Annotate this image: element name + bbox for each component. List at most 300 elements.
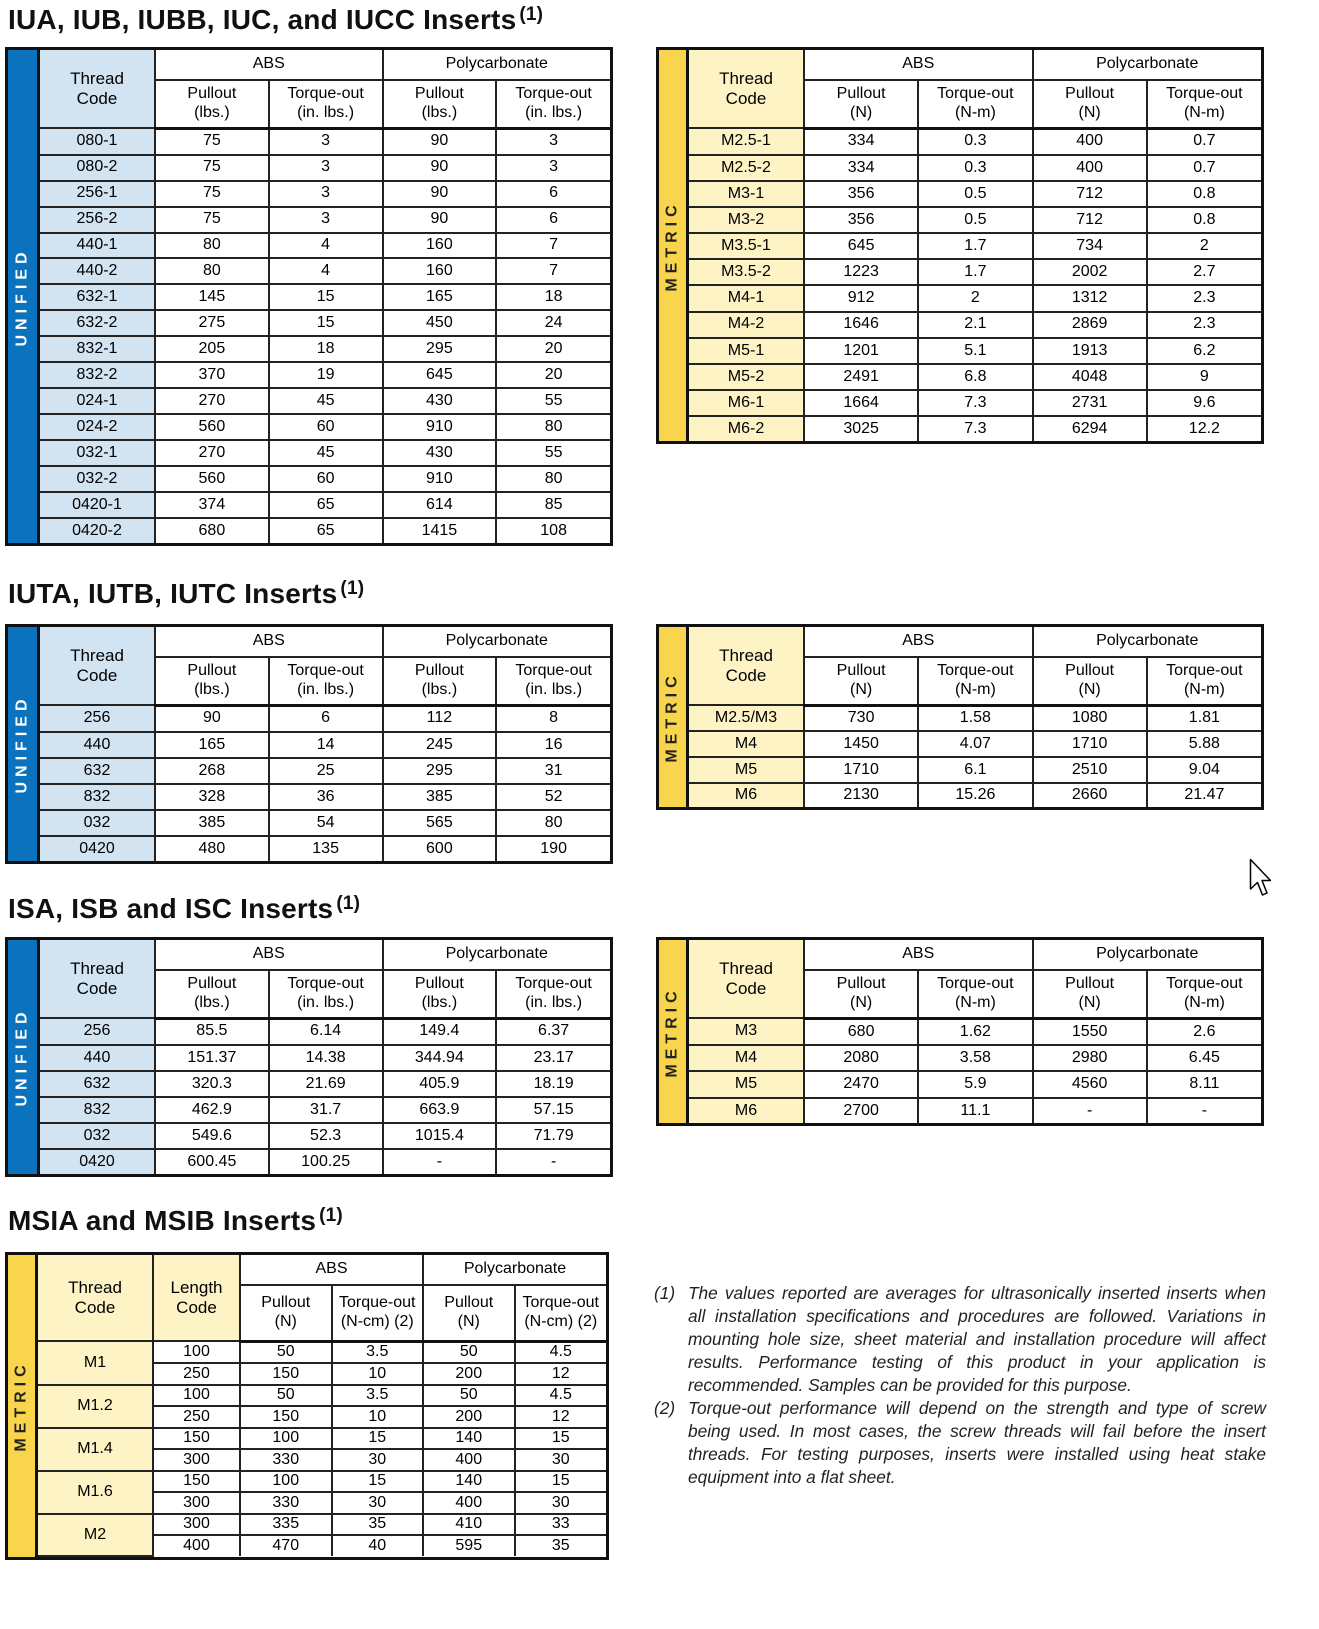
table-row xyxy=(689,233,1261,259)
table-row xyxy=(40,518,610,543)
value-cell: 150 xyxy=(240,1406,332,1428)
thread-code-cell: M4 xyxy=(689,731,804,757)
value-cell: 40 xyxy=(332,1535,424,1556)
torque-header: Torque-out (in. lbs.) xyxy=(496,657,610,705)
data-table xyxy=(38,1255,606,1557)
value-cell: 1415 xyxy=(383,518,497,543)
value-cell: 2 xyxy=(918,285,1032,311)
value-cell: 2.3 xyxy=(1147,312,1261,338)
value-cell: 3025 xyxy=(804,416,918,441)
value-cell: 3 xyxy=(496,155,610,181)
data-table xyxy=(689,940,1261,1123)
value-cell: 80 xyxy=(155,233,269,259)
pullout-header: Pullout (N) xyxy=(804,970,918,1018)
value-cell: 6 xyxy=(269,705,383,732)
value-cell: 0.7 xyxy=(1147,155,1261,181)
value-cell: 100 xyxy=(240,1471,332,1493)
value-cell: 30 xyxy=(515,1449,607,1471)
value-cell: 80 xyxy=(496,466,610,492)
value-cell: 560 xyxy=(155,466,269,492)
table-row xyxy=(40,440,610,466)
value-cell: 7.3 xyxy=(918,416,1032,441)
polycarbonate-header: Polycarbonate xyxy=(423,1255,606,1285)
value-cell: 4 xyxy=(269,233,383,259)
value-cell: 35 xyxy=(332,1514,424,1536)
table-row xyxy=(689,181,1261,207)
value-cell: 0.3 xyxy=(918,155,1032,181)
thread-code-cell: 256-2 xyxy=(40,207,155,233)
table-row xyxy=(40,310,610,336)
value-cell: 12 xyxy=(515,1406,607,1428)
polycarbonate-header: Polycarbonate xyxy=(1033,50,1262,80)
value-cell: 400 xyxy=(423,1492,515,1514)
value-cell: 45 xyxy=(269,440,383,466)
value-cell: 1450 xyxy=(804,731,918,757)
length-code-cell: 100 xyxy=(153,1385,240,1407)
iuta-unified-table xyxy=(5,624,613,864)
value-cell: 2.7 xyxy=(1147,259,1261,285)
value-cell: 21.69 xyxy=(269,1071,383,1097)
torque-header: Torque-out (N-m) xyxy=(918,80,1032,128)
section-title-isa xyxy=(8,893,360,925)
footnote-ref: (1) xyxy=(319,1205,343,1226)
value-cell: 320.3 xyxy=(155,1071,269,1097)
table-row xyxy=(40,732,610,758)
table-row xyxy=(40,128,610,155)
pullout-header: Pullout (N) xyxy=(1033,970,1147,1018)
value-cell: 60 xyxy=(269,414,383,440)
value-cell: 45 xyxy=(269,388,383,414)
section-title-text: ISA, ISB and ISC Inserts xyxy=(8,893,334,924)
thread-code-cell: 256 xyxy=(40,1018,155,1045)
value-cell: 90 xyxy=(383,207,497,233)
torque-header: Torque-out (in. lbs.) xyxy=(496,970,610,1018)
abs-header: ABS xyxy=(804,50,1033,80)
length-code-cell: 150 xyxy=(153,1428,240,1450)
value-cell: 149.4 xyxy=(383,1018,497,1045)
polycarbonate-header: Polycarbonate xyxy=(383,50,611,80)
value-cell: - xyxy=(1147,1098,1261,1123)
value-cell: 3 xyxy=(269,181,383,207)
value-cell: 0.5 xyxy=(918,207,1032,233)
thread-code-cell: M5-1 xyxy=(689,338,804,364)
mouse-pointer-icon xyxy=(1249,858,1271,898)
section-title-text: MSIA and MSIB Inserts xyxy=(8,1205,317,1236)
thread-code-cell: 632-1 xyxy=(40,284,155,310)
value-cell: 85 xyxy=(496,492,610,518)
value-cell: 3.5 xyxy=(332,1385,424,1407)
metric-band xyxy=(659,940,689,1123)
value-cell: 470 xyxy=(240,1535,332,1556)
table-row xyxy=(689,259,1261,285)
thread-code-cell: 256 xyxy=(40,705,155,732)
footnote-number: (2) xyxy=(654,1398,676,1418)
value-cell: 0.5 xyxy=(918,181,1032,207)
value-cell: 1.81 xyxy=(1147,705,1261,731)
table-row xyxy=(689,364,1261,390)
value-cell: 15 xyxy=(515,1428,607,1450)
table-row xyxy=(689,705,1261,731)
value-cell: 1201 xyxy=(804,338,918,364)
table-row xyxy=(689,128,1261,155)
iua-metric-table xyxy=(656,47,1264,444)
torque-header: Torque-out (N-m) xyxy=(1147,970,1261,1018)
value-cell: 80 xyxy=(155,258,269,284)
value-cell: 12.2 xyxy=(1147,416,1261,441)
value-cell: 4.07 xyxy=(918,731,1032,757)
value-cell: 23.17 xyxy=(496,1045,610,1071)
msia-metric-table xyxy=(5,1252,609,1560)
table-row xyxy=(689,783,1261,807)
value-cell: 334 xyxy=(804,128,918,155)
value-cell: 14 xyxy=(269,732,383,758)
isa-unified-table xyxy=(5,937,613,1177)
polycarbonate-header: Polycarbonate xyxy=(1033,940,1262,970)
table-body xyxy=(40,705,610,861)
table-row xyxy=(38,1428,606,1450)
torque-header: Torque-out (in. lbs.) xyxy=(269,657,383,705)
value-cell: 1550 xyxy=(1033,1018,1147,1045)
data-table xyxy=(40,627,610,861)
table-row xyxy=(40,414,610,440)
table-row xyxy=(689,312,1261,338)
metric-band-label: METRIC xyxy=(663,671,681,763)
value-cell: 25 xyxy=(269,758,383,784)
value-cell: 7 xyxy=(496,258,610,284)
table-row xyxy=(689,416,1261,441)
thread-code-cell: 0420-2 xyxy=(40,518,155,543)
value-cell: 52.3 xyxy=(269,1123,383,1149)
value-cell: - xyxy=(496,1149,610,1174)
value-cell: 200 xyxy=(423,1363,515,1385)
thread-code-cell: M3.5-2 xyxy=(689,259,804,285)
value-cell: 30 xyxy=(515,1492,607,1514)
value-cell: 16 xyxy=(496,732,610,758)
value-cell: 140 xyxy=(423,1471,515,1493)
value-cell: 268 xyxy=(155,758,269,784)
value-cell: 20 xyxy=(496,336,610,362)
value-cell: 31.7 xyxy=(269,1097,383,1123)
abs-header: ABS xyxy=(804,940,1033,970)
value-cell: 2660 xyxy=(1033,783,1147,807)
thread-code-cell: M6 xyxy=(689,1098,804,1123)
value-cell: 549.6 xyxy=(155,1123,269,1149)
pullout-header: Pullout (lbs.) xyxy=(383,80,497,128)
value-cell: 450 xyxy=(383,310,497,336)
section-title-text: IUTA, IUTB, IUTC Inserts xyxy=(8,578,338,609)
value-cell: 15.26 xyxy=(918,783,1032,807)
unified-band-label: UNIFIED xyxy=(13,1007,31,1107)
table-header xyxy=(40,627,610,705)
value-cell: 6.14 xyxy=(269,1018,383,1045)
thread-code-cell: M6-2 xyxy=(689,416,804,441)
footnote-text: The values reported are averages for ultrasonically inserted inserts when all installation specifications and procedures are followed. Variations in mounting hole size, sheet material and installation procedure will affect results. Performance testing of this product in your application is recommended. Samples can be provided for this purpose. xyxy=(688,1283,1266,1395)
thread-code-cell: 0420 xyxy=(40,1149,155,1174)
value-cell: 680 xyxy=(155,518,269,543)
value-cell: 60 xyxy=(269,466,383,492)
value-cell: 3.5 xyxy=(332,1341,424,1363)
value-cell: 560 xyxy=(155,414,269,440)
table-row xyxy=(689,1045,1261,1071)
value-cell: 385 xyxy=(383,784,497,810)
value-cell: 334 xyxy=(804,155,918,181)
value-cell: 190 xyxy=(496,836,610,861)
thread-code-cell: 632-2 xyxy=(40,310,155,336)
value-cell: 335 xyxy=(240,1514,332,1536)
value-cell: 6294 xyxy=(1033,416,1147,441)
value-cell: 330 xyxy=(240,1492,332,1514)
value-cell: 2130 xyxy=(804,783,918,807)
value-cell: 712 xyxy=(1033,207,1147,233)
thread-code-cell: 440-2 xyxy=(40,258,155,284)
value-cell: 3 xyxy=(496,128,610,155)
table-row xyxy=(40,810,610,836)
thread-code-cell: 832-1 xyxy=(40,336,155,362)
value-cell: 1.58 xyxy=(918,705,1032,731)
value-cell: 912 xyxy=(804,285,918,311)
torque-header: Torque-out (N-m) xyxy=(918,657,1032,705)
footnote-ref: (1) xyxy=(519,4,544,25)
value-cell: 160 xyxy=(383,258,497,284)
table-header xyxy=(689,50,1261,128)
value-cell: 15 xyxy=(332,1428,424,1450)
value-cell: 18 xyxy=(269,336,383,362)
pullout-header: Pullout (lbs.) xyxy=(383,657,497,705)
value-cell: 50 xyxy=(240,1341,332,1363)
pullout-header: Pullout (lbs.) xyxy=(155,657,269,705)
torque-header: Torque-out (N-m) xyxy=(1147,657,1261,705)
value-cell: 400 xyxy=(1033,128,1147,155)
value-cell: 10 xyxy=(332,1406,424,1428)
value-cell: 6 xyxy=(496,181,610,207)
torque-header: Torque-out (N-m) xyxy=(1147,80,1261,128)
torque-header: Torque-out (N-cm) (2) xyxy=(332,1285,424,1341)
thread-code-cell: M5 xyxy=(689,1071,804,1097)
thread-code-cell: M4-1 xyxy=(689,285,804,311)
thread-code-cell: M3 xyxy=(689,1018,804,1045)
value-cell: 734 xyxy=(1033,233,1147,259)
table-row xyxy=(40,466,610,492)
table-row xyxy=(689,1098,1261,1123)
value-cell: 2002 xyxy=(1033,259,1147,285)
section-title-text: IUA, IUB, IUBB, IUC, and IUCC Inserts xyxy=(8,4,517,35)
value-cell: 5.88 xyxy=(1147,731,1261,757)
length-code-cell: 250 xyxy=(153,1406,240,1428)
value-cell: 50 xyxy=(240,1385,332,1407)
value-cell: 57.15 xyxy=(496,1097,610,1123)
iua-unified-table xyxy=(5,47,613,546)
value-cell: 712 xyxy=(1033,181,1147,207)
value-cell: 410 xyxy=(423,1514,515,1536)
value-cell: 430 xyxy=(383,388,497,414)
table-row xyxy=(40,1018,610,1045)
value-cell: 0.8 xyxy=(1147,207,1261,233)
table-row xyxy=(40,155,610,181)
thread-code-header: Thread Code xyxy=(689,627,804,705)
abs-header: ABS xyxy=(240,1255,423,1285)
table-header xyxy=(40,50,610,128)
value-cell: 1710 xyxy=(1033,731,1147,757)
thread-code-cell: M4-2 xyxy=(689,312,804,338)
value-cell: 5.1 xyxy=(918,338,1032,364)
table-header xyxy=(40,940,610,1018)
value-cell: 6.37 xyxy=(496,1018,610,1045)
abs-header: ABS xyxy=(155,627,383,657)
value-cell: 600.45 xyxy=(155,1149,269,1174)
table-body xyxy=(689,128,1261,441)
value-cell: 12 xyxy=(515,1363,607,1385)
value-cell: 614 xyxy=(383,492,497,518)
value-cell: 50 xyxy=(423,1385,515,1407)
table-body xyxy=(689,705,1261,807)
value-cell: 1646 xyxy=(804,312,918,338)
value-cell: 4 xyxy=(269,258,383,284)
length-code-cell: 300 xyxy=(153,1492,240,1514)
pullout-header: Pullout (N) xyxy=(1033,80,1147,128)
value-cell: 80 xyxy=(496,810,610,836)
data-table xyxy=(689,627,1261,807)
thread-code-header: Thread Code xyxy=(40,50,155,128)
value-cell: 1710 xyxy=(804,757,918,783)
value-cell: 2080 xyxy=(804,1045,918,1071)
table-row xyxy=(40,207,610,233)
value-cell: 75 xyxy=(155,155,269,181)
table-row xyxy=(40,258,610,284)
thread-code-cell: 832-2 xyxy=(40,362,155,388)
value-cell: 2510 xyxy=(1033,757,1147,783)
value-cell: 1.62 xyxy=(918,1018,1032,1045)
abs-header: ABS xyxy=(155,50,383,80)
length-code-header: Length Code xyxy=(153,1255,240,1341)
value-cell: 1664 xyxy=(804,390,918,416)
value-cell: 270 xyxy=(155,440,269,466)
value-cell: 565 xyxy=(383,810,497,836)
value-cell: 270 xyxy=(155,388,269,414)
thread-code-cell: M3-1 xyxy=(689,181,804,207)
value-cell: 385 xyxy=(155,810,269,836)
value-cell: 85.5 xyxy=(155,1018,269,1045)
length-code-cell: 100 xyxy=(153,1341,240,1363)
thread-code-cell: M2.5-1 xyxy=(689,128,804,155)
table-row xyxy=(689,757,1261,783)
table-header xyxy=(38,1255,606,1341)
value-cell: 75 xyxy=(155,181,269,207)
value-cell: 1015.4 xyxy=(383,1123,497,1149)
value-cell: 370 xyxy=(155,362,269,388)
value-cell: 3.58 xyxy=(918,1045,1032,1071)
value-cell: 1312 xyxy=(1033,285,1147,311)
table-row xyxy=(40,1149,610,1174)
table-row xyxy=(40,284,610,310)
value-cell: 75 xyxy=(155,128,269,155)
value-cell: 20 xyxy=(496,362,610,388)
value-cell: 1080 xyxy=(1033,705,1147,731)
value-cell: 18 xyxy=(496,284,610,310)
data-table xyxy=(689,50,1261,441)
value-cell: 4.5 xyxy=(515,1385,607,1407)
section-title-msia xyxy=(8,1205,343,1237)
value-cell: 24 xyxy=(496,310,610,336)
value-cell: 100.25 xyxy=(269,1149,383,1174)
table-row xyxy=(40,181,610,207)
value-cell: 33 xyxy=(515,1514,607,1536)
value-cell: 374 xyxy=(155,492,269,518)
thread-code-cell: M2.5/M3 xyxy=(689,705,804,731)
value-cell: - xyxy=(1033,1098,1147,1123)
thread-code-cell: M2.5-2 xyxy=(689,155,804,181)
abs-header: ABS xyxy=(155,940,383,970)
value-cell: 11.1 xyxy=(918,1098,1032,1123)
thread-code-cell: 024-2 xyxy=(40,414,155,440)
value-cell: 330 xyxy=(240,1449,332,1471)
value-cell: 65 xyxy=(269,518,383,543)
metric-band-label: METRIC xyxy=(12,1360,30,1452)
footnote-number: (1) xyxy=(654,1283,676,1303)
unified-band-label: UNIFIED xyxy=(13,694,31,794)
value-cell: 2.3 xyxy=(1147,285,1261,311)
pullout-header: Pullout (N) xyxy=(423,1285,515,1341)
thread-code-cell: 032 xyxy=(40,810,155,836)
value-cell: 9 xyxy=(1147,364,1261,390)
value-cell: 80 xyxy=(496,414,610,440)
footnote-ref: (1) xyxy=(336,893,361,914)
value-cell: 6.8 xyxy=(918,364,1032,390)
table-row xyxy=(689,1018,1261,1045)
value-cell: 100 xyxy=(240,1428,332,1450)
value-cell: 2731 xyxy=(1033,390,1147,416)
thread-code-header: Thread Code xyxy=(40,627,155,705)
value-cell: 6.2 xyxy=(1147,338,1261,364)
data-table xyxy=(40,940,610,1174)
table-row xyxy=(40,784,610,810)
value-cell: 35 xyxy=(515,1535,607,1556)
value-cell: 400 xyxy=(423,1449,515,1471)
thread-code-header: Thread Code xyxy=(689,940,804,1018)
table-row xyxy=(689,155,1261,181)
value-cell: 730 xyxy=(804,705,918,731)
thread-code-cell: M1.6 xyxy=(38,1471,153,1514)
abs-header: ABS xyxy=(804,627,1033,657)
thread-code-header: Thread Code xyxy=(38,1255,153,1341)
value-cell: 9.04 xyxy=(1147,757,1261,783)
value-cell: 1913 xyxy=(1033,338,1147,364)
thread-code-cell: 440 xyxy=(40,732,155,758)
value-cell: 2491 xyxy=(804,364,918,390)
thread-code-cell: M1.2 xyxy=(38,1385,153,1428)
value-cell: 595 xyxy=(423,1535,515,1556)
data-table xyxy=(40,50,610,543)
table-row xyxy=(689,1071,1261,1097)
thread-code-cell: 032-2 xyxy=(40,466,155,492)
value-cell: 2 xyxy=(1147,233,1261,259)
value-cell: 245 xyxy=(383,732,497,758)
value-cell: 328 xyxy=(155,784,269,810)
torque-header: Torque-out (in. lbs.) xyxy=(496,80,610,128)
metric-band xyxy=(659,50,689,441)
thread-code-cell: 440-1 xyxy=(40,233,155,259)
polycarbonate-header: Polycarbonate xyxy=(383,627,611,657)
footnote-ref: (1) xyxy=(340,578,365,599)
value-cell: 275 xyxy=(155,310,269,336)
value-cell: 31 xyxy=(496,758,610,784)
polycarbonate-header: Polycarbonate xyxy=(383,940,611,970)
thread-code-cell: M3.5-1 xyxy=(689,233,804,259)
value-cell: 4.5 xyxy=(515,1341,607,1363)
value-cell: 663.9 xyxy=(383,1097,497,1123)
value-cell: 2869 xyxy=(1033,312,1147,338)
value-cell: 90 xyxy=(383,155,497,181)
table-row xyxy=(689,390,1261,416)
